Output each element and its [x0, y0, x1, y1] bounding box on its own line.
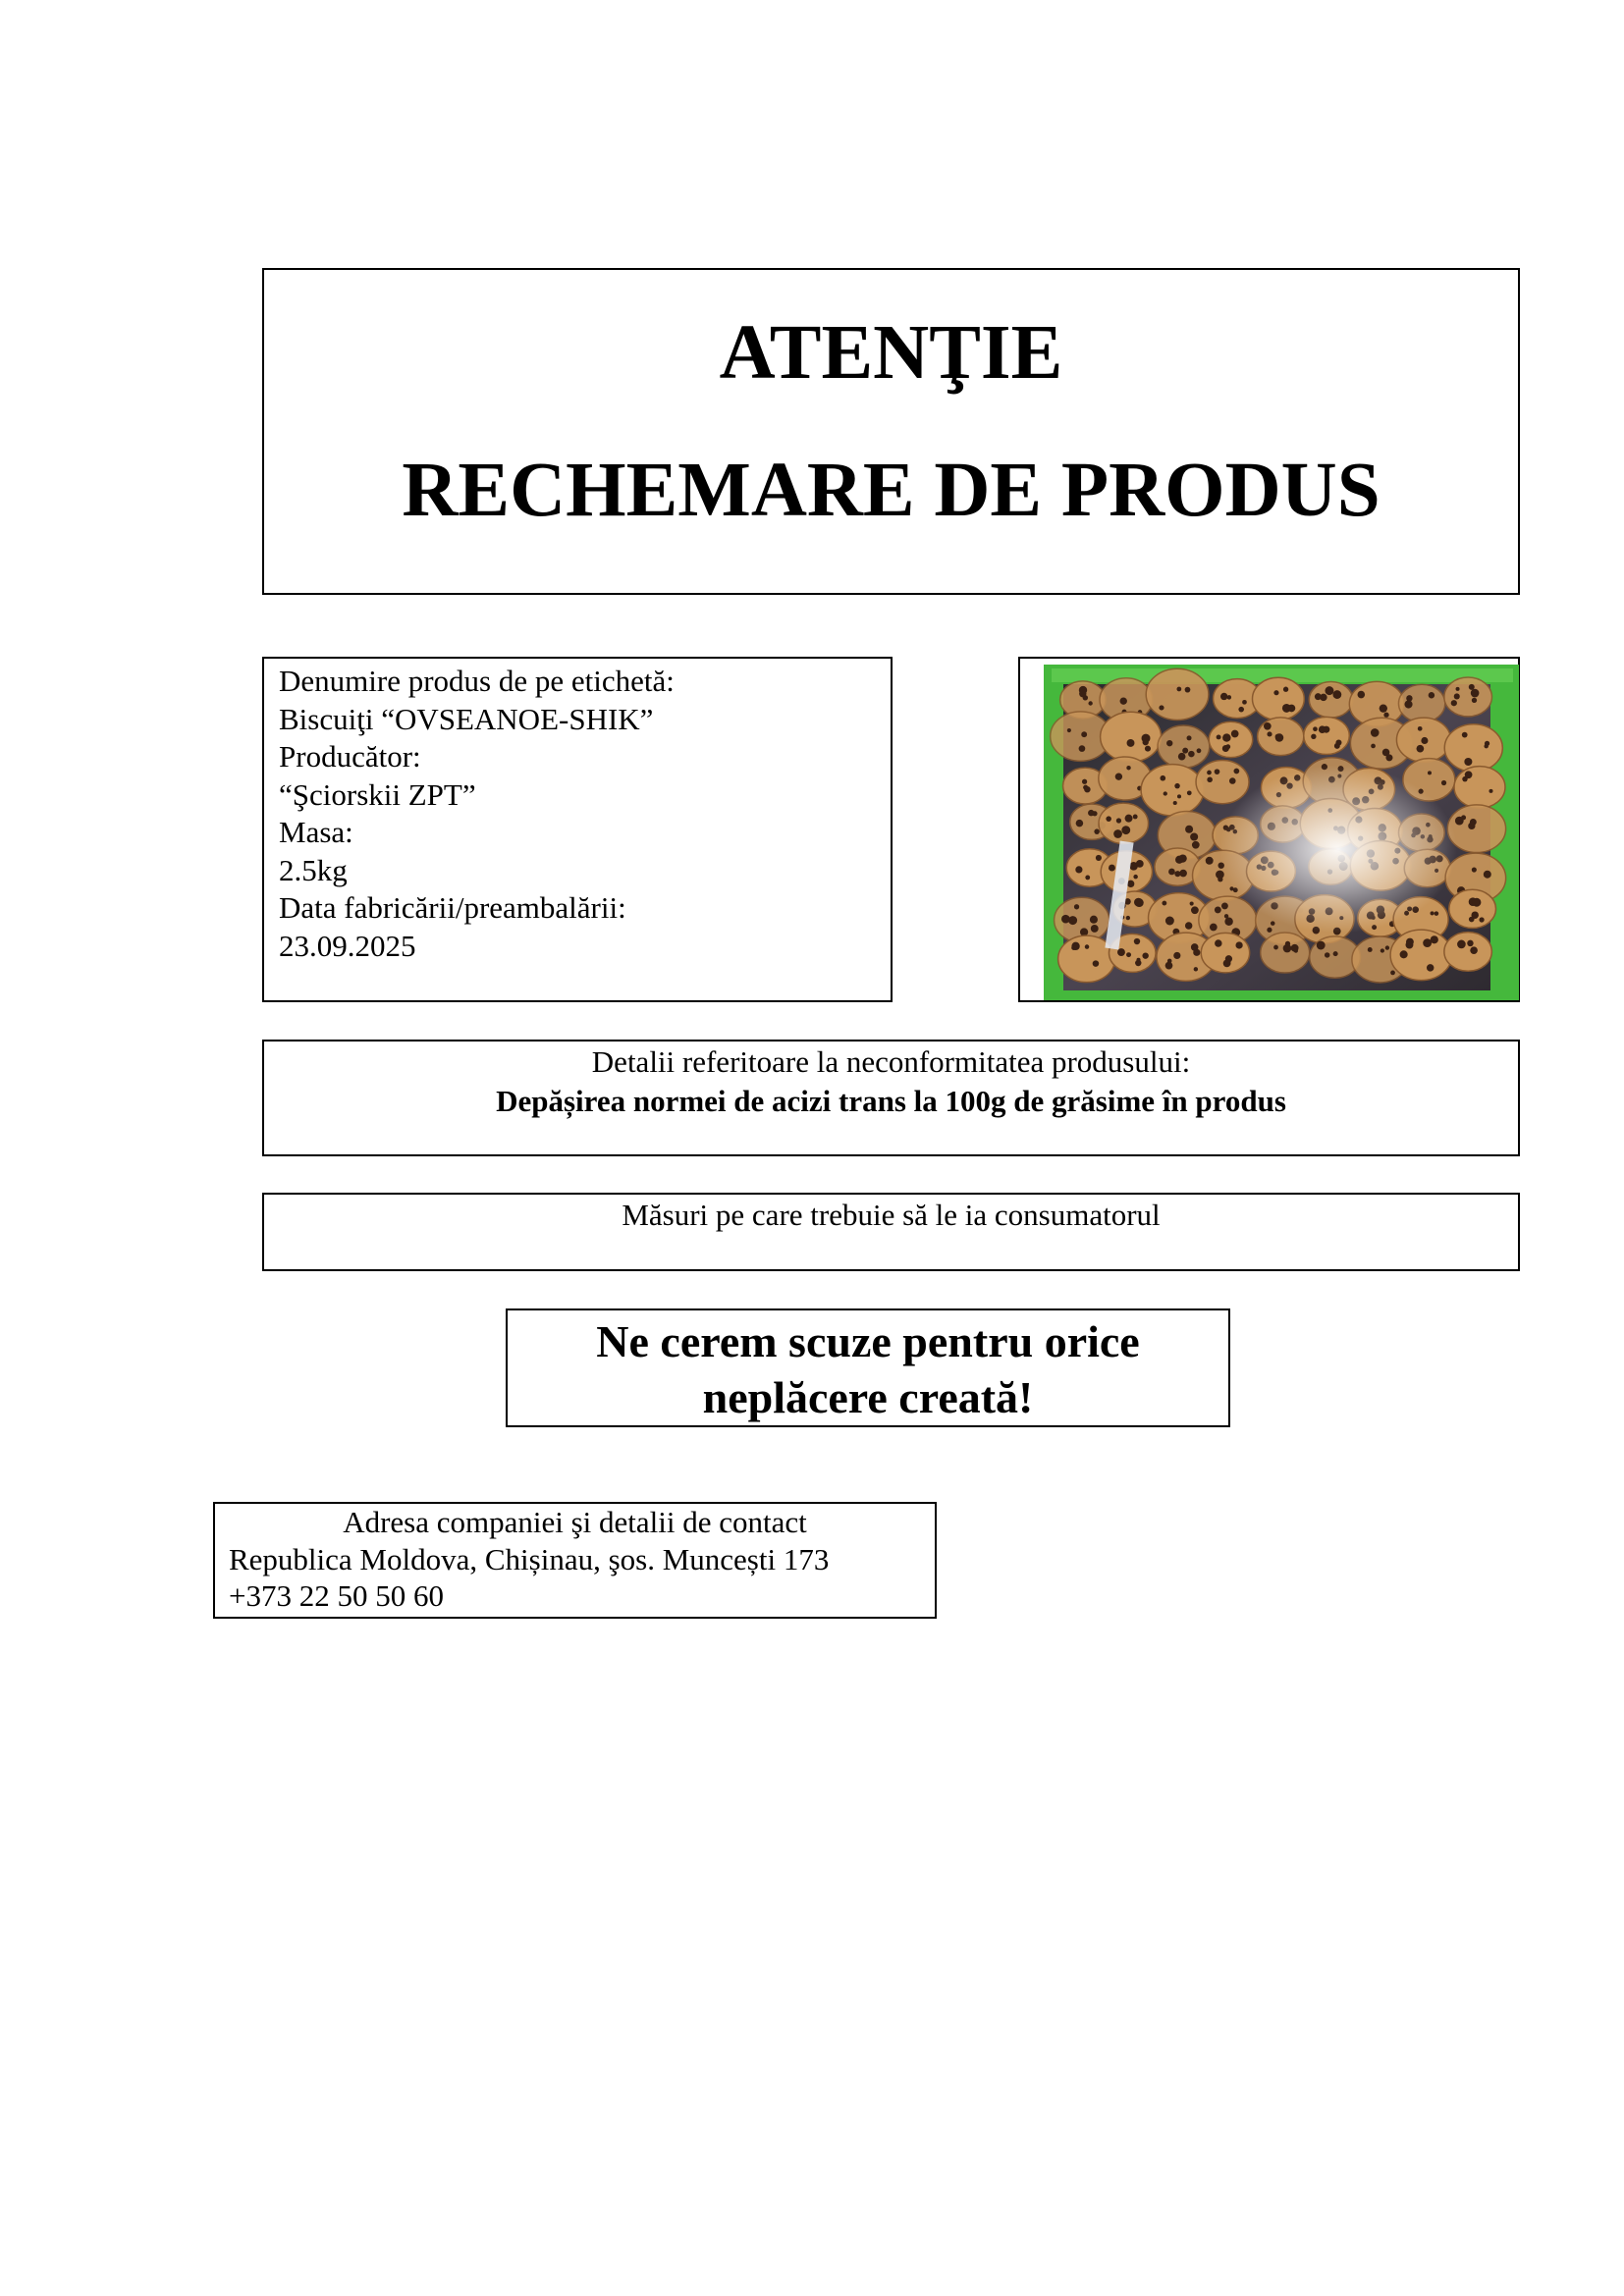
details-value: Depășirea normei de acizi trans la 100g de grăsime în produs — [496, 1084, 1286, 1118]
product-name-value: Biscuiţi “OVSEANOE-SHIK” — [279, 701, 654, 736]
company-address: Republica Moldova, Chișinau, şos. Muncești 173 — [229, 1541, 830, 1576]
product-name-label: Denumire produs de pe etichetă: — [279, 664, 675, 698]
producer-value: “Şciorskii ZPT” — [279, 776, 476, 812]
apology-message — [506, 1308, 1230, 1427]
company-contact — [213, 1502, 937, 1619]
date-label: Data fabricării/preambalării: — [279, 890, 626, 925]
page-subtitle: RECHEMARE DE PRODUS — [402, 448, 1380, 533]
company-phone: +373 22 50 50 60 — [229, 1578, 444, 1613]
contact-label: Adresa companiei şi detalii de contact — [343, 1505, 807, 1539]
consumer-measures — [262, 1193, 1520, 1271]
product-photo-frame — [1018, 657, 1520, 1002]
measures-label: Măsuri pe care trebuie să le ia consumatorul — [622, 1198, 1161, 1232]
apology-line-2: neplăcere creată! — [702, 1372, 1034, 1422]
cookie-box-photo — [1044, 665, 1519, 1000]
nonconformity-details — [262, 1040, 1520, 1156]
details-label: Detalii referitoare la neconformitatea produsului: — [591, 1044, 1191, 1079]
light-glare — [1044, 665, 1519, 1000]
product-info-panel — [262, 657, 893, 1002]
mass-value: 2.5kg — [279, 852, 348, 887]
recall-header — [262, 268, 1520, 595]
apology-line-1: Ne cerem scuze pentru orice — [596, 1316, 1140, 1366]
producer-label: Producător: — [279, 739, 421, 774]
page-title: ATENŢIE — [719, 310, 1063, 396]
mass-label: Masa: — [279, 815, 353, 849]
date-value: 23.09.2025 — [279, 928, 416, 963]
